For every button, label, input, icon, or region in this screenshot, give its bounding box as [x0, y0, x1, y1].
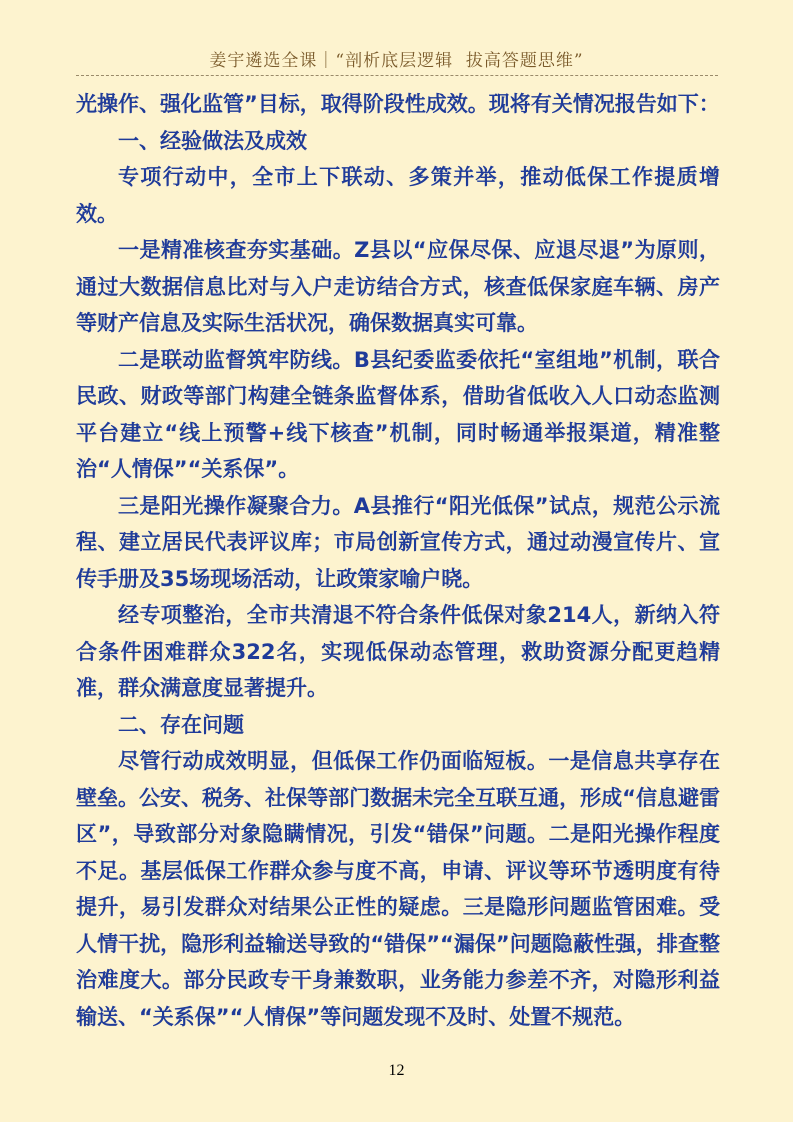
header-divider [76, 75, 718, 76]
page-number: 12 [388, 1062, 405, 1079]
document-body [76, 86, 720, 1035]
paragraph-precise-verification: 一是精准核查夯实基础。Z县以“应保尽保、应退尽退”为原则，通过大数据信息比对与入户走访结合方式，核查低保家庭车辆、房产等财产信息及实际生活状况，确保数据真实可靠。 [76, 238, 720, 335]
paragraph-continuation: 光操作、强化监管”目标，取得阶段性成效。现将有关情况报告如下： [76, 92, 720, 116]
paragraph-joint-supervision: 二是联动监督筑牢防线。B县纪委监委依托“室组地”机制，联合民政、财政等部门构建全链条监督体系，借助省低收入人口动态监测平台建立“线上预警+线下核查”机制，同时畅通举报渠道，精准整治“人情保”“关系保”。 [76, 347, 720, 481]
paragraph-overview: 专项行动中，全市上下联动、多策并举，推动低保工作提质增效。 [76, 165, 720, 226]
page-header-title: 姜宇遴选全课｜“剖析底层逻辑 拔高答题思维” [209, 51, 584, 71]
section-heading-achievements: 一、经验做法及成效 [118, 128, 307, 153]
paragraph-sunshine-operation: 三是阳光操作凝聚合力。A县推行“阳光低保”试点，规范公示流程、建立居民代表评议库；市局创新宣传方式，通过动漫宣传片、宣传手册及35场现场活动，让政策家喻户晓。 [76, 493, 720, 591]
section-heading-problems: 二、存在问题 [118, 712, 244, 737]
paragraph-problems: 尽管行动成效明显，但低保工作仍面临短板。一是信息共享存在壁垒。公安、税务、社保等部门数据未完全互联互通，形成“信息避雷区”，导致部分对象隐瞒情况，引发“错保”问题。二是阳光操作程度不足。基层低保工作群众参与度不高，申请、评议等环节透明度有待提升，易引发群众对结果公正性的疑虑。三是隐形问题监管困难。受人情干扰，隐形利益输送导致的“错保”“漏保”问题隐蔽性强，排查整治难度大。部分民政专干身兼数职，业务能力参差不齐，对隐形利益输送、“关系保”“人情保”等问题发现不及时、处置不规范。 [76, 749, 720, 1029]
paragraph-results: 经专项整治，全市共清退不符合条件低保对象214人，新纳入符合条件困难群众322名，实现低保动态管理，救助资源分配更趋精准，群众满意度显著提升。 [76, 603, 720, 700]
